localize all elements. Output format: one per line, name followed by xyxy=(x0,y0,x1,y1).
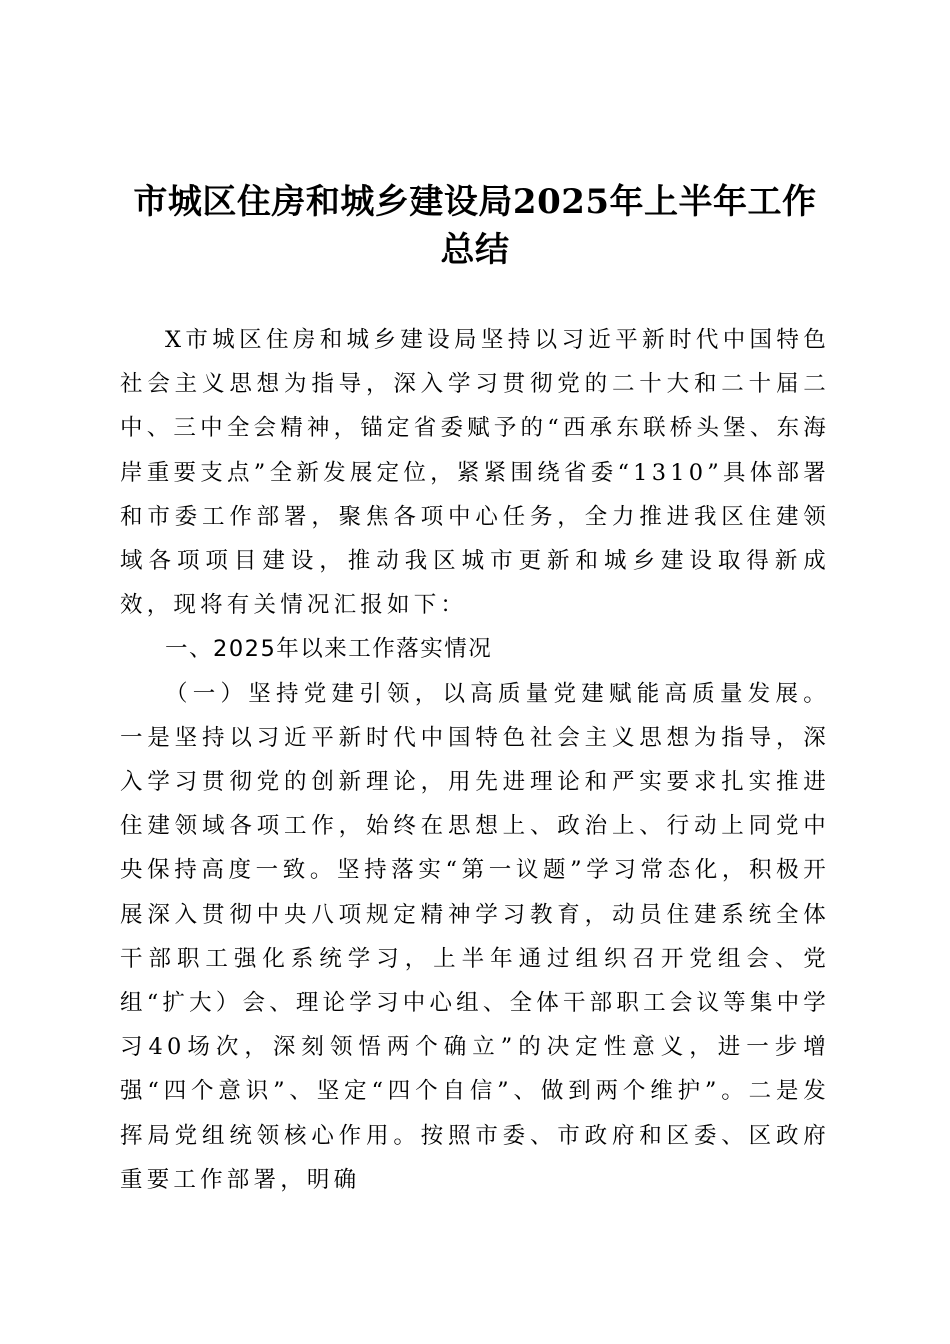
document-body xyxy=(120,318,830,1202)
section-heading: 一、2025年以来工作落实情况 xyxy=(165,636,493,663)
body-paragraph: （一）坚持党建引领，以高质量党建赋能高质量发展。一是坚持以习近平新时代中国特色社会主义思想为指导，深入学习贯彻党的创新理论，用先进理论和严实要求扎实推进住建领域各项工作，始终在思想上、政治上、行动上同党中央保持高度一致。坚持落实“第一议题”学习常态化，积极开展深入贯彻中央八项规定精神学习教育，动员住建系统全体干部职工强化系统学习，上半年通过组织召开党组会、党组“扩大）会、理论学习中心组、全体干部职工会议等集中学习40场次，深刻领悟两个确立”的决定性意义，进一步增强“四个意识”、坚定“四个自信”、做到两个维护”。二是发挥局党组统领核心作用。按照市委、市政府和区委、区政府重要工作部署，明确 xyxy=(120,680,830,1193)
document-title: 市城区住房和城乡建设局2025年上半年工作总结 xyxy=(133,182,817,270)
intro-paragraph: X市城区住房和城乡建设局坚持以习近平新时代中国特色社会主义思想为指导，深入学习贯彻党的二十大和二十届二中、三中全会精神，锚定省委赋予的“西承东联桥头堡、东海岸重要支点”全新发展定位，紧紧围绕省委“1310”具体部署和市委工作部署，聚焦各项中心任务，全力推进我区住建领域各项项目建设，推动我区城市更新和城乡建设取得新成效，现将有关情况汇报如下： xyxy=(120,327,830,619)
